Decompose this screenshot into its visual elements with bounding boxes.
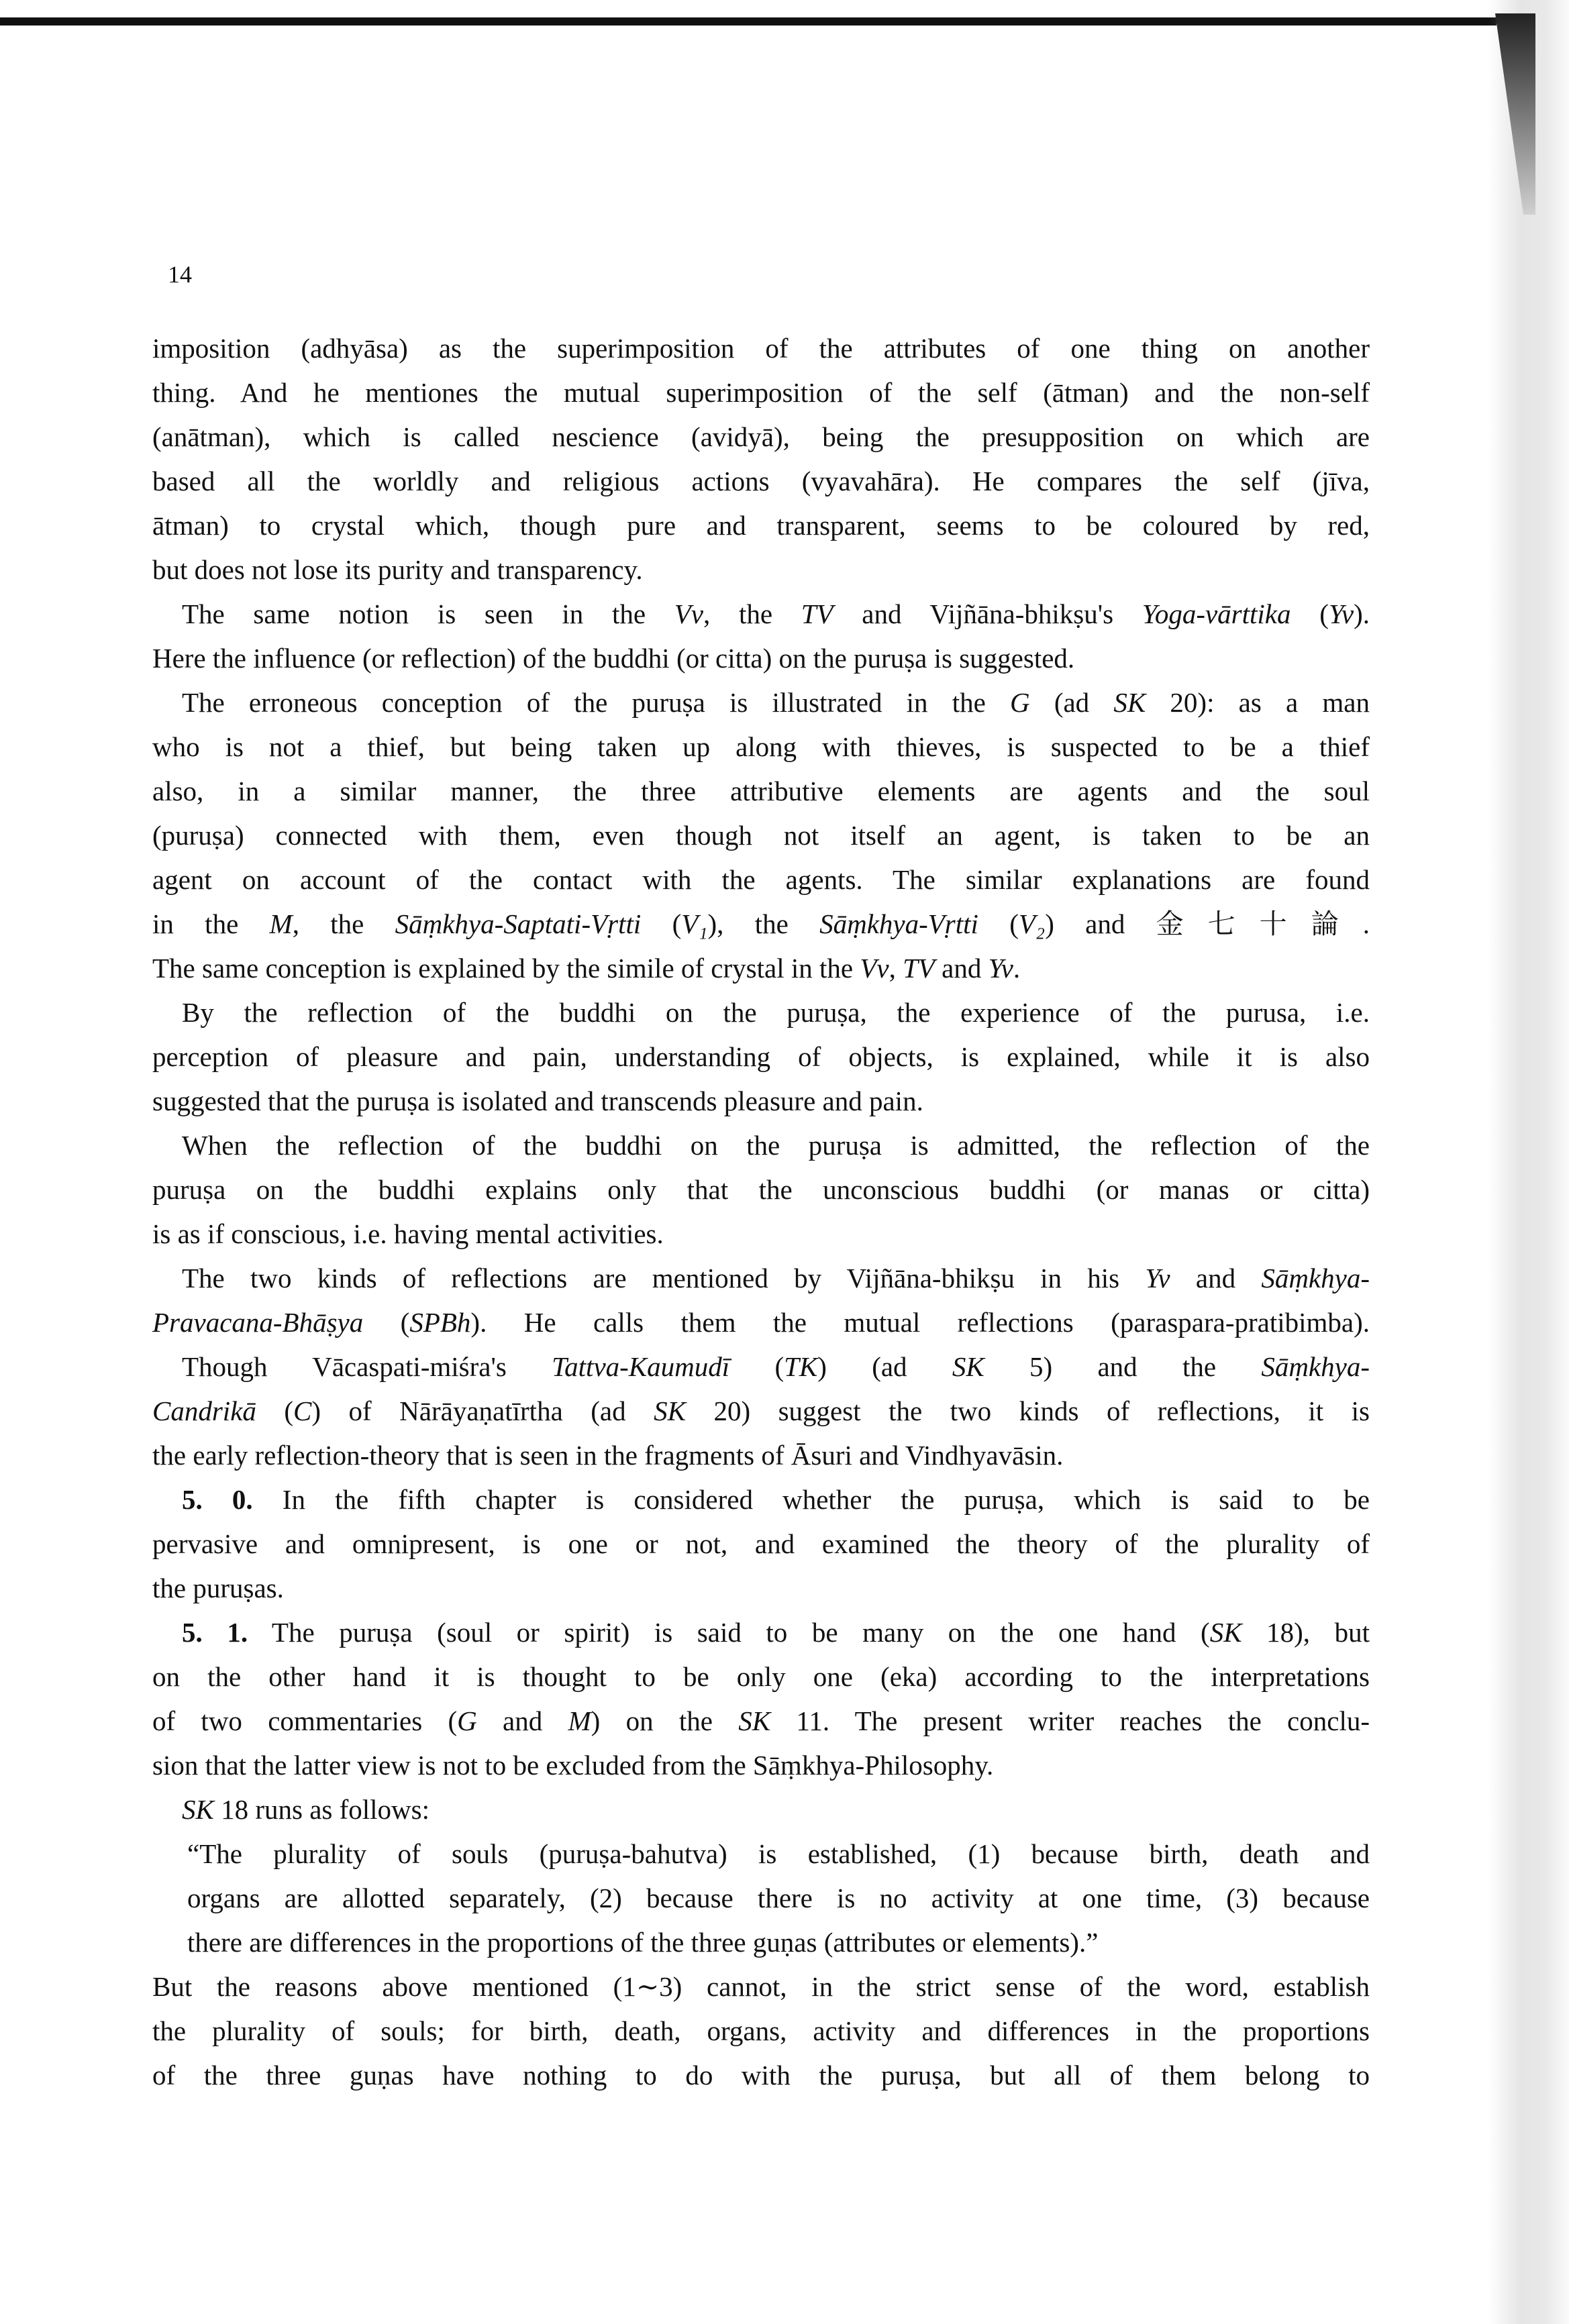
italic-term: M — [568, 1705, 591, 1736]
text-line-content — [152, 370, 1370, 415]
text-line — [152, 1920, 1370, 1964]
text-line — [152, 1212, 1370, 1256]
text-run: 20) suggest the two kinds of reflections, it is — [685, 1395, 1370, 1426]
text-run: ) on the — [591, 1705, 739, 1736]
text-run: Here the influence (or reflection) of the buddhi (or citta) on the puruṣa is suggested. — [152, 643, 1075, 674]
italic-term: SK — [1209, 1617, 1242, 1648]
text-line — [152, 1743, 1370, 1787]
text-line-content — [182, 1477, 1370, 1522]
italic-term: Yoga-vārttika — [1142, 598, 1291, 629]
italic-term: SK — [654, 1395, 686, 1426]
text-run: The same notion is seen in the — [182, 598, 674, 629]
italic-term: G — [1010, 687, 1030, 718]
italic-term: SK — [182, 1794, 214, 1825]
text-run: ( — [363, 1307, 410, 1338]
text-line — [152, 415, 1370, 459]
text-run: ). — [1354, 598, 1370, 629]
text-line — [152, 1699, 1370, 1743]
italic-term: V₁ — [681, 908, 708, 939]
text-line — [152, 2009, 1370, 2053]
text-run: In the fifth chapter is considered whether the puruṣa, which is said to be — [252, 1484, 1370, 1515]
text-line-content — [182, 1123, 1370, 1167]
section-number: 5. 1. — [182, 1617, 248, 1648]
text-run: there are differences in the proportions of the three guṇas (attributes or elements).” — [187, 1927, 1099, 1958]
text-run: The two kinds of reflections are mentioned by Vijñāna-bhikṣu in his — [182, 1263, 1146, 1293]
text-run: ( — [1290, 598, 1329, 629]
italic-term: V₂ — [1018, 908, 1046, 939]
text-run: (ad — [1029, 687, 1114, 718]
text-line-content — [152, 503, 1370, 547]
text-line-content — [152, 1389, 1370, 1433]
text-line — [152, 1389, 1370, 1433]
text-line-content — [182, 1610, 1370, 1654]
text-run: of two commentaries ( — [152, 1705, 458, 1736]
text-run: based all the worldly and religious actions (vyavahāra). He compares the self (jīva, — [152, 466, 1370, 496]
text-line — [152, 1964, 1370, 2009]
text-line — [152, 459, 1370, 503]
text-run: “The plurality of souls (puruṣa-bahutva) is established, (1) because birth, death and — [187, 1838, 1370, 1869]
text-line-content — [187, 1832, 1370, 1876]
text-line-content — [187, 1920, 1370, 1964]
text-run: on the other hand it is thought to be only one (eka) according to the interpretations — [152, 1661, 1370, 1692]
italic-term: G — [457, 1705, 477, 1736]
text-run: the plurality of souls; for birth, death, organs, activity and differences in the proportions — [152, 2015, 1370, 2046]
text-line — [152, 1167, 1370, 1212]
text-line-content — [152, 415, 1370, 459]
text-line-content — [182, 1256, 1370, 1300]
text-run: 20): as a man — [1146, 687, 1370, 718]
italic-term: Tattva-Kaumudī — [552, 1351, 730, 1382]
body-text — [152, 326, 1370, 2097]
text-line — [152, 370, 1370, 415]
text-line-content — [152, 1522, 1370, 1566]
text-run: and — [934, 953, 989, 984]
text-line — [152, 1344, 1370, 1389]
text-run: perception of pleasure and pain, understanding of objects, is explained, while it is also — [152, 1041, 1370, 1072]
text-run: the puruṣas. — [152, 1573, 284, 1603]
text-run: By the reflection of the buddhi on the puruṣa, the experience of the purusa, i.e. — [182, 997, 1370, 1028]
text-run: The puruṣa (soul or spirit) is said to be many on the one hand ( — [248, 1617, 1210, 1648]
text-line-content — [152, 1699, 1370, 1743]
italic-term: TV — [801, 598, 833, 629]
italic-term: Vv — [674, 598, 704, 629]
text-run: also, in a similar manner, the three attributive elements are agents and the soul — [152, 776, 1370, 806]
text-run: ) (ad — [817, 1351, 952, 1382]
scan-top-edge — [0, 17, 1497, 25]
italic-term: M — [269, 908, 293, 939]
text-line-content — [152, 459, 1370, 503]
italic-term: SPBh — [409, 1307, 471, 1338]
italic-term: SK — [738, 1705, 771, 1736]
text-line-content — [152, 902, 1370, 946]
italic-term: C — [293, 1395, 312, 1426]
text-line-content — [152, 1743, 1370, 1787]
text-run: , — [889, 953, 903, 984]
text-line — [152, 636, 1370, 680]
text-line — [152, 946, 1370, 990]
text-line-content — [152, 2053, 1370, 2097]
text-run: ), the — [707, 908, 820, 939]
text-run: But the reasons above mentioned (1∼3) cannot, in the strict sense of the word, establish — [152, 1971, 1370, 2002]
text-line-content — [187, 1876, 1370, 1920]
text-line-content — [152, 547, 1370, 592]
italic-term: Pravacana-Bhāṣya — [152, 1307, 364, 1338]
italic-term: Candrikā — [152, 1395, 256, 1426]
italic-term: TK — [784, 1351, 818, 1382]
text-run: 18 runs as follows: — [213, 1794, 430, 1825]
text-line — [152, 725, 1370, 769]
italic-term: Yv — [1328, 598, 1354, 629]
text-line-content — [152, 1566, 1370, 1610]
text-line-content — [152, 769, 1370, 813]
text-line-content — [152, 1654, 1370, 1699]
text-run: When the reflection of the buddhi on the puruṣa is admitted, the reflection of the — [182, 1130, 1370, 1161]
text-line — [152, 1035, 1370, 1079]
text-line-content — [152, 725, 1370, 769]
text-run: who is not a thief, but being taken up along with thieves, is suspected to be a thief — [152, 731, 1370, 762]
italic-term: TV — [903, 953, 935, 984]
text-run: but does not lose its purity and transparency. — [152, 554, 643, 585]
italic-term: Yv — [988, 953, 1013, 984]
text-line-content — [152, 857, 1370, 902]
text-line — [152, 680, 1370, 725]
italic-term: Sāṃkhya-Saptati-Vṛtti — [395, 908, 642, 939]
text-run: is as if conscious, i.e. having mental activities. — [152, 1218, 664, 1249]
text-run: , the — [703, 598, 801, 629]
italic-term: Vv — [860, 953, 889, 984]
text-run: in the — [152, 908, 270, 939]
italic-term: SK — [1113, 687, 1146, 718]
text-run: ). He calls them the mutual reflections (paraspara-pratibimba). — [470, 1307, 1370, 1338]
italic-term: Sāṃkhya- — [1261, 1263, 1370, 1293]
text-line — [152, 857, 1370, 902]
italic-term: Yv — [1145, 1263, 1170, 1293]
text-line-content — [152, 1964, 1370, 2009]
text-run: The erroneous conception of the puruṣa is illustrated in the — [182, 687, 1011, 718]
text-line-content — [152, 636, 1370, 680]
text-line — [152, 990, 1370, 1035]
page-number: 14 — [168, 261, 192, 288]
text-line — [152, 813, 1370, 857]
scan-binding-shadow — [1488, 0, 1569, 2324]
text-run: ( — [256, 1395, 294, 1426]
text-run: and — [1170, 1263, 1262, 1293]
text-line-content — [152, 946, 1370, 990]
text-line-content — [182, 990, 1370, 1035]
text-run: 11. The present writer reaches the conclu- — [770, 1705, 1370, 1736]
text-line-content — [182, 680, 1370, 725]
text-line-content — [152, 1079, 1370, 1123]
text-run: 18), but — [1242, 1617, 1370, 1648]
text-line-content — [152, 1167, 1370, 1212]
text-run: (anātman), which is called nescience (avidyā), being the presupposition on which are — [152, 421, 1370, 452]
text-line-content — [182, 1344, 1370, 1389]
text-line — [152, 1300, 1370, 1344]
text-run: , the — [292, 908, 395, 939]
text-run: agent on account of the contact with the agents. The similar explanations are found — [152, 864, 1370, 895]
text-run: the early reflection-theory that is seen in the fragments of Āsuri and Vindhyavāsin. — [152, 1440, 1064, 1471]
text-line-content — [152, 1035, 1370, 1079]
text-line — [152, 326, 1370, 370]
text-line — [152, 1477, 1370, 1522]
text-line — [152, 1079, 1370, 1123]
text-run: ( — [729, 1351, 784, 1382]
text-line — [152, 1123, 1370, 1167]
section-number: 5. 0. — [182, 1484, 253, 1515]
text-run: 5) and the — [984, 1351, 1262, 1382]
text-line — [152, 1566, 1370, 1610]
text-line — [152, 1610, 1370, 1654]
text-run: ātman) to crystal which, though pure and transparent, seems to be coloured by red, — [152, 510, 1370, 541]
text-line — [152, 1654, 1370, 1699]
text-run: of the three guṇas have nothing to do with the puruṣa, but all of them belong to — [152, 2060, 1370, 2091]
text-line — [152, 547, 1370, 592]
text-run: puruṣa on the buddhi explains only that the unconscious buddhi (or manas or citta) — [152, 1174, 1370, 1205]
text-line — [152, 769, 1370, 813]
italic-term: SK — [952, 1351, 984, 1382]
text-run: Though Vācaspati-miśra's — [182, 1351, 552, 1382]
text-line — [152, 592, 1370, 636]
text-line-content — [152, 1300, 1370, 1344]
text-line-content — [152, 813, 1370, 857]
text-line-content — [152, 1212, 1370, 1256]
text-line — [152, 1522, 1370, 1566]
text-run: and Vijñāna-bhikṣu's — [833, 598, 1142, 629]
text-line — [152, 1832, 1370, 1876]
text-run: sion that the latter view is not to be excluded from the Sāṃkhya-Philosophy. — [152, 1750, 994, 1781]
text-line — [152, 1787, 1370, 1832]
text-line — [152, 902, 1370, 946]
text-run: suggested that the puruṣa is isolated and transcends pleasure and pain. — [152, 1086, 923, 1116]
text-run: pervasive and omnipresent, is one or not, and examined the theory of the plurality of — [152, 1528, 1370, 1559]
text-line — [152, 1256, 1370, 1300]
text-run: . — [1013, 953, 1021, 984]
text-line — [152, 1876, 1370, 1920]
text-line-content — [182, 592, 1370, 636]
text-line-content — [152, 2009, 1370, 2053]
italic-term: Sāṃkhya- — [1261, 1351, 1370, 1382]
text-run: ) and 金七十論. — [1045, 908, 1370, 939]
text-run: thing. And he mentiones the mutual superimposition of the self (ātman) and the non-self — [152, 377, 1370, 408]
text-run: and — [476, 1705, 568, 1736]
text-run: (puruṣa) connected with them, even though not itself an agent, is taken to be an — [152, 820, 1370, 851]
text-run: organs are allotted separately, (2) because there is no activity at one time, (3) because — [187, 1883, 1370, 1913]
text-run: The same conception is explained by the simile of crystal in the — [152, 953, 860, 984]
text-run: ( — [978, 908, 1019, 939]
text-line-content — [152, 1433, 1370, 1477]
text-run: imposition (adhyāsa) as the superimposition of the attributes of one thing on another — [152, 333, 1370, 364]
text-line — [152, 2053, 1370, 2097]
text-line — [152, 503, 1370, 547]
italic-term: Sāṃkhya-Vṛtti — [819, 908, 978, 939]
text-run: ( — [641, 908, 682, 939]
text-line — [152, 1433, 1370, 1477]
text-run: ) of Nārāyaṇatīrtha (ad — [311, 1395, 654, 1426]
text-line-content — [182, 1787, 1370, 1832]
text-line-content — [152, 326, 1370, 370]
